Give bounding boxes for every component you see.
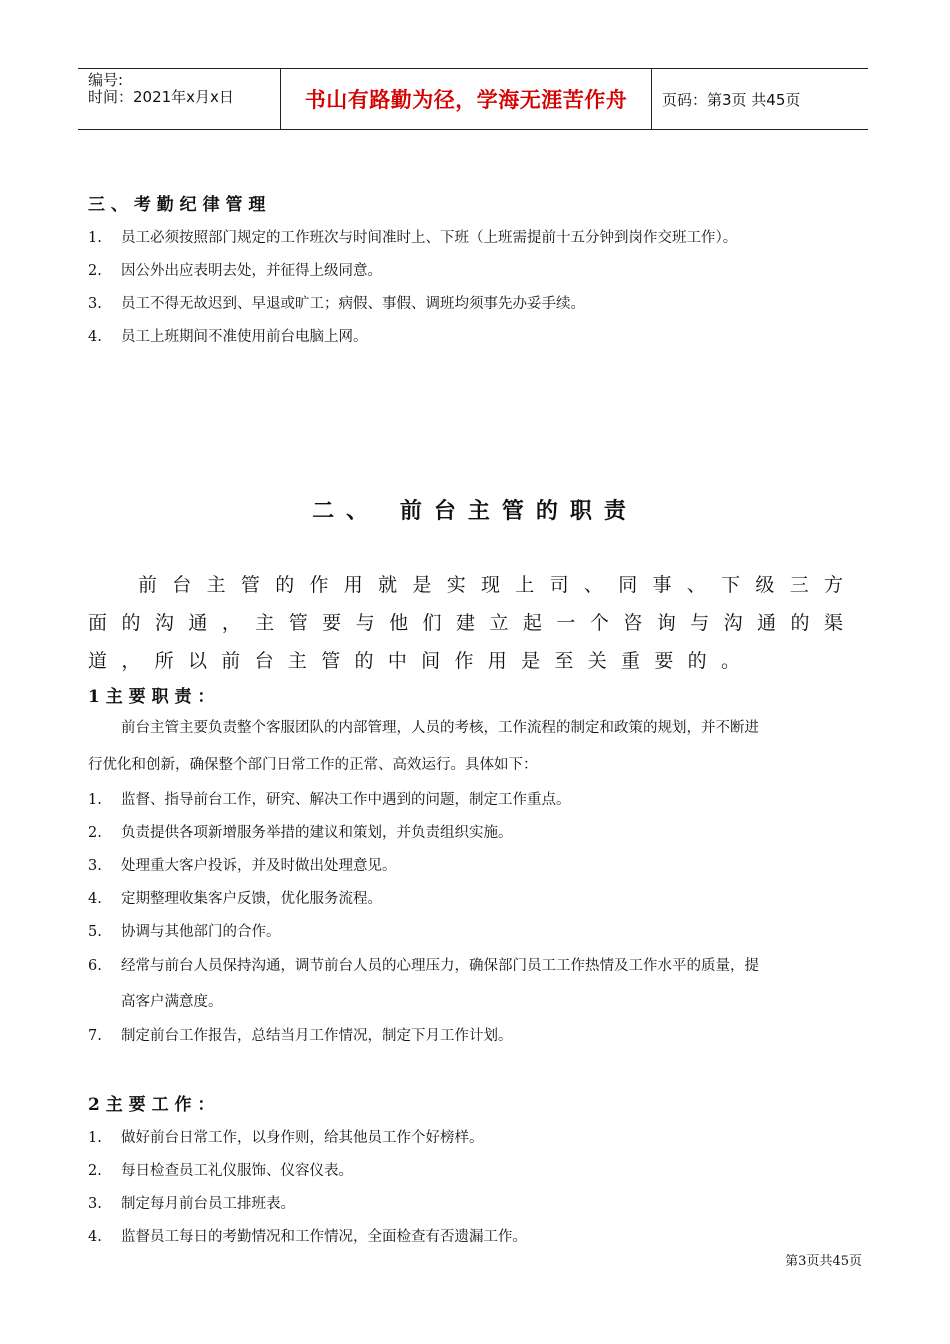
item-text: 员工上班期间不准使用前台电脑上网。 [121, 329, 368, 345]
serial-label: 编号: [88, 71, 124, 89]
item-text: 高客户满意度。 [121, 994, 223, 1010]
work-title: 2 主 要 工 作 ： [88, 1095, 215, 1115]
item-number: 3. [88, 858, 102, 874]
item-number: 6. [88, 958, 102, 974]
item-text: 制定前台工作报告，总结当月工作情况，制定下月工作计划。 [121, 1028, 513, 1044]
item-number: 2. [88, 825, 102, 841]
duties-paragraph-cont: 行优化和创新，确保整个部门日常工作的正常、高效运行。具体如下： [88, 757, 538, 773]
item-number: 7. [88, 1028, 102, 1044]
duties-title: 1 主 要 职 责 ： [88, 687, 215, 707]
item-number: 3. [88, 1196, 102, 1212]
list-item [88, 226, 737, 247]
list-item [88, 325, 368, 346]
intro-line: 前 台 主 管 的 作 用 就 是 实 现 上 司 、 同 事 、 下 级 三 方 [138, 574, 843, 596]
item-number: 5. [88, 924, 102, 940]
list-item [88, 954, 759, 975]
list-item [88, 1024, 513, 1045]
item-text: 监督员工每日的考勤情况和工作情况，全面检查有否遗漏工作。 [121, 1229, 527, 1245]
header-motto-cell [281, 69, 652, 129]
list-item [88, 854, 397, 875]
item-text: 做好前台日常工作，以身作则，给其他员工作个好榜样。 [121, 1130, 484, 1146]
item-text: 定期整理收集客户反馈，优化服务流程。 [121, 891, 382, 907]
item-text: 负责提供各项新增服务举措的建议和策划，并负责组织实施。 [121, 825, 513, 841]
section-attendance-title: 三 、 考 勤 纪 律 管 理 [88, 195, 266, 215]
item-number: 1. [88, 230, 102, 246]
list-item [88, 292, 585, 313]
item-text: 经常与前台人员保持沟通，调节前台人员的心理压力，确保部门员工工作热情及工作水平的质量，提 [121, 958, 759, 974]
item-number: 3. [88, 296, 102, 312]
item-text: 员工不得无故迟到、早退或旷工；病假、事假、调班均须事先办妥手续。 [121, 296, 585, 312]
list-item [88, 821, 513, 842]
list-item [88, 259, 382, 280]
list-item [88, 1225, 527, 1246]
item-number: 2. [88, 1163, 102, 1179]
item-number: 4. [88, 329, 102, 345]
page-footer: 第3页共45页 [785, 1254, 862, 1269]
intro-line: 面 的 沟 通 ， 主 管 要 与 他 们 建 立 起 一 个 咨 询 与 沟 通 的 渠 [88, 612, 843, 634]
list-item [88, 1126, 484, 1147]
motto: 书山有路勤为径，学海无涯苦作舟 [304, 88, 628, 112]
item-text: 处理重大客户投诉，并及时做出处理意见。 [121, 858, 397, 874]
item-number: 1. [88, 792, 102, 808]
item-text: 协调与其他部门的合作。 [121, 924, 281, 940]
item-number: 1. [88, 1130, 102, 1146]
item-number: 4. [88, 1229, 102, 1245]
item-text: 员工必须按照部门规定的工作班次与时间准时上、下班（上班需提前十五分钟到岗作交班工作）。 [121, 230, 738, 246]
duties-paragraph: 前台主管主要负责整个客服团队的内部管理，人员的考核，工作流程的制定和政策的规划，并不断进 [121, 720, 759, 736]
time-label: 时间：2021年x月x日 [88, 88, 234, 106]
list-item [88, 920, 281, 941]
header-meta-cell [78, 69, 281, 129]
chapter-title: 二、 前台主管的职责 [312, 498, 638, 524]
page-header [78, 68, 868, 130]
list-item [88, 887, 382, 908]
item-number: 4. [88, 891, 102, 907]
page-code: 页码：第3页 共45页 [662, 91, 801, 109]
item-text: 制定每月前台员工排班表。 [121, 1196, 295, 1212]
item-number: 2. [88, 263, 102, 279]
list-item [88, 788, 571, 809]
item-text: 监督、指导前台工作，研究、解决工作中遇到的问题，制定工作重点。 [121, 792, 571, 808]
list-item [88, 1192, 295, 1213]
header-page-cell [652, 69, 868, 129]
item-text: 每日检查员工礼仪服饰、仪容仪表。 [121, 1163, 353, 1179]
item-text: 因公外出应表明去处，并征得上级同意。 [121, 263, 382, 279]
list-item [88, 1159, 353, 1180]
list-item-continuation [88, 990, 223, 1011]
intro-line: 道 ， 所 以 前 台 主 管 的 中 间 作 用 是 至 关 重 要 的 。 [88, 650, 740, 672]
